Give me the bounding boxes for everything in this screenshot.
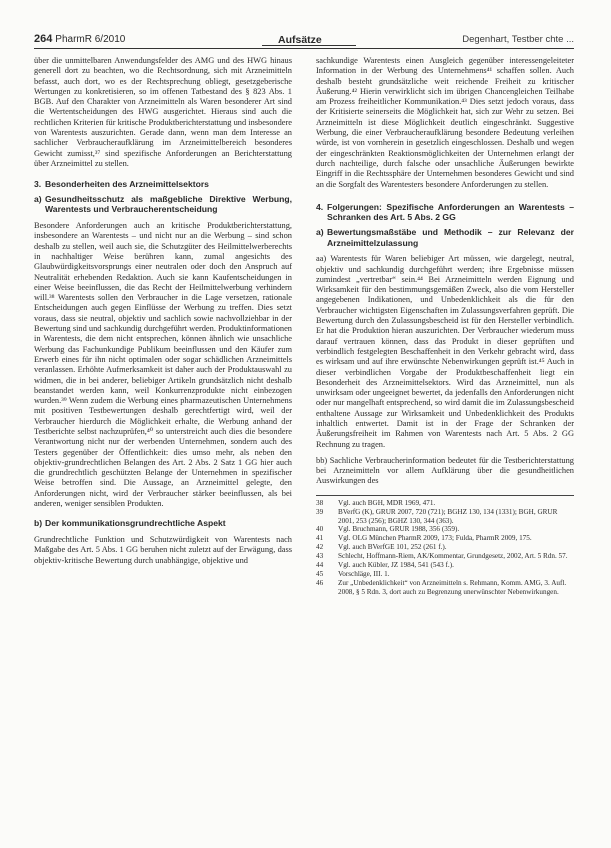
subsection-number: b) [34,518,43,529]
paragraph: über die unmittelbaren Anwendungsfelder des AMG und des HWG hinaus generell dort zu beachten, wo die Rechtsordnung, sich mit Arzneimitteln befasst, auch dort, wo es der Rechtsprechung obliegt, gesetzgeberische Wertungen zu konkretisieren, so im offenen Tatbestand des § 823 Abs. 1 BGB. Auf den Charakter von Arzneimitteln als Waren besonderer Art sind die Wertentscheidungen des HWG ausgerichtet. Hieraus sind auch die rechtlichen Kriterien für kritische Produktberichterstattung und insbesondere von Warentests auszurichten. Gerade dann, wenn man dem Interesse an sachlicher Verbraucheraufklärung im Arzneimittelbereich besonderes Gewicht zumisst,³⁷ sind spezifische Anforderungen an Berichterstattung über Arzneimittel zu stellen. [34,56,292,168]
paragraph: aa) Warentests für Waren beliebiger Art müssen, wie dargelegt, neutral, objektiv und sachkundig durchgeführt werden; ihre Ergebnisse müssen zumindest „vertretbar“ sein.⁴⁴ Bei Arzneimitteln werden Eignung und Wirksamkeit für den bestimmungsgemäßen Zweck, also die vom Hersteller angegebenen Indikationen, und Unbedenklichkeit als die für den Verbraucher wichtigsten Eigenschaften im Zulassungsverfahren geprüft. Die Bewertung durch den Zulassungsbescheid ist für den Hersteller verbindlich. Er hat die Produktion hieran auszurichten. Der Verbraucher wiederum muss darauf vertrauen können, dass das Produkt in dieser geprüften und verbindlich festgelegten Beschaffenheit in den Verkehr gebracht wird, dass es wirksam und auf ihre erwünschte Nebenwirkungen geprüft ist.⁴⁵ Auch in dieser verbindlichen Vorgabe der Produktbeschaffenheit liegt ein Besonderheit des Arzneimittelsektors. Wird das Arzneimittel, nun als unwirksam oder ungeeignet bewertet, da jedenfalls den Anforderungen nicht oder nur mangelhaft entsprechend, so wird damit die im Zulassungsbescheid enthaltene Aussage zur Wirksamkeit und Unbedenklichkeit des Produkts inhaltlich entwertet. Damit ist in der Frage der Schranken der Äußerungsfreiheit im Rahmen von Warentests nach Art. 5 Abs. 2 GG Rechnung zu tragen. [316,254,574,449]
section-number: 3. [34,179,42,190]
paragraph: bb) Sachliche Verbraucherinformation bedeutet für die Testberichterstattung bei Arzneimitteln vor allem Aufklärung über die gesundheitlichen Auswirkungen des [316,455,574,486]
subsection-heading-text: Bewertungsmaßstäbe und Methodik – zur Relevanz der Arzneimittelzulassung [327,227,574,248]
footnote-number: 45 [316,570,324,579]
section-heading-text: Besonderheiten des Arzneimittelsektors [45,179,209,190]
footnote-text: Vgl. auch BVerfGE 101, 252 (261 f.). [338,543,447,552]
footnote [316,570,574,579]
footnote-text: Zur „Unbedenklichkeit“ von Arzneimitteln s. Rehmann, Komm. AMG, 3. Aufl. 2008, § 5 Rdn. 3, dort auch zu Begrenzung unerwünschter Nebenwirkungen. [338,578,567,596]
footnote-text: Vgl. OLG München PharmR 2009, 173; Fulda, PharmR 2009, 175. [338,534,532,543]
paragraph: Grundrechtliche Funktion und Schutzwürdigkeit von Warentests nach Maßgabe des Art. 5 Abs. 1 GG beruhen nicht zuletzt auf der Erwägung, dass objektiv-kritische Bewertung durch unabhängige, objektive und [34,534,292,565]
right-column [316,56,574,597]
subsection-heading [34,518,292,529]
footnote-number: 41 [316,534,324,543]
subsection-heading [316,227,574,248]
footnote-text: Vgl. auch BGH, MDR 1969, 471. [338,498,436,507]
footnote-text: BVerfG (K), GRUR 2007, 720 (721); BGHZ 130, 134 (1331); BGH, GRUR 2001, 253 (256); BGHZ 130, 344 (363). [338,507,558,525]
section-heading [316,202,574,223]
left-column [34,56,292,566]
footnote-text: Vgl. auch Kübler, JZ 1984, 541 (543 f.). [338,561,454,570]
subsection-heading-text: Der kommunikationsgrundrechtliche Aspekt [45,518,226,529]
subsection-heading [34,194,292,215]
header-author: Degenhart, Testber chte ... [462,34,574,45]
footnotes [316,499,574,597]
header-rule [34,48,574,49]
footnote [316,499,574,508]
footnote-number: 39 [316,507,324,516]
paragraph: sachkundige Warentests einen Ausgleich gegenüber interessengeleiteter Information in der Werbung des Unternehmens⁴¹ schaffen sollen. Auch deshalb besteht grundsätzliche weit reichende Freiheit zu kritischer Äußerung.⁴² Hierin verwirklicht sich im übrigen Chancengleichen Teilhabe am Prozess freiheitlicher Kommunikation.⁴³ Dies setzt jedoch voraus, dass der Kritisierte seinerseits die Möglichkeit hat, sich zur Wehr zu setzen. Bei Arzneimitteln ist diese Möglichkeit deutlich eingeschränkt. Suggestive Werbung, die einer Verbraucheraufklärung besondere Bedeutung verleihen würde, ist von vornherein in gesetzlich eingeschlossen. Deshalb und wegen der eingeschränkten Reaktionsmöglichkeiten der Unternehmen erlangt der durch nachteilige, durch falsche oder unsachliche Äußerungen bewirkte Eingriff in die Rechtssphäre der Unternehmen besonderes Gewicht und sind an die Sorgfalt des Warentesters besondere Anforderungen zu stellen. [316,56,574,189]
footnote [316,579,574,597]
footnote [316,552,574,561]
subsection-heading-text: Gesundheitsschutz als maßgebliche Direktive Werbung, Warentests und Verbraucherentscheidung [45,193,292,215]
footnote-text: Schlecht, Hoffmann-Riem, AK/Kommentar, Grundgesetz, 2002, Art. 5 Rdn. 57. [338,552,568,561]
footnote [316,534,574,543]
footnote-number: 38 [316,498,324,507]
header-left [34,32,125,47]
journal-name: PharmR 6/2010 [55,34,126,45]
footnote [316,525,574,534]
footnote-number: 43 [316,552,324,561]
footnote [316,543,574,552]
footnote-rule [316,495,574,496]
page [34,32,574,596]
page-number: 264 [34,33,53,45]
footnote [316,508,574,526]
footnote [316,561,574,570]
section-heading [34,179,292,190]
paragraph: Besondere Anforderungen auch an kritische Produktberichterstattung, insbesondere an Warentests – und nicht nur an die Werbung – sind schon deshalb zu stellen, weil auch sie, die Schutzgüter des Heilmittelwerberechts in nachhaltiger Weise berühren kann, zumal angesichts des Glaubwürdigkeitsvorsprungs einer neutralen oder doch den Anspruch auf Neutralität erhebenden Redaktion. Auch sie kann Kaufentscheidungen in einer Weise beeinflussen, die das Recht der Heilmittelwerbung verhindern will.³⁸ Warentests sollen den Verbraucher in die Lage versetzen, rationale Entscheidungen auch gegen Einflüsse der Werbung zu treffen. Dies setzt voraus, dass sie neutral, objektiv und sachlich sowie nachvollziehbar in der Bewertung sind und sachkundig durchgeführt werden. Produktinformationen in Warentests, die dem nicht entsprechen, können ähnlich wie unsachliche Werbung das Fachunkundige Publikum beeinflussen und den Käufer zum Erwerb eines für ihn nicht optimalen oder sogar schädlichen Arzneimittels veranlassen. Erhöhte Aufmerksamkeit ist daher auch der Produktauswahl zu widmen, die in bei anderer, beliebiger Artikeln grundsätzlich nicht deshalb beanstandet werden kann, weil Konkurrenzprodukte nicht einbezogen wurden.³⁹ Wenn zudem die Werbung eines pharmazeutischen Unternehmens mit positiven Testbewertungen deshalb gerechtfertigt wird, weil der Verbraucher hierdurch die Möglichkeit erhalte, die Werbung anhand der Testberichte selbst nachzuprüfen,⁴⁰ so unterstreicht auch dies die besondere Verantwortung nicht nur der werbenden Unternehmen, sondern auch des Testers gegenüber der Öffentlichkeit: dies umso mehr, als neben den objektiv-grundrechtlichen Belangen des Art. 2 Abs. 2 Satz 1 GG hier auch die grundrechtlich geschützten Belange der Unternehmen in spezifischer Weise betroffen sind. Die Aussage, an Arzneimittel gelegte, den Anforderungen nicht, wird der Verbraucher stärker beeinflussen, als bei anderen, weniger sensiblen Produkten. [34,221,292,509]
footnote-number: 42 [316,543,324,552]
subsection-number: a) [34,193,42,204]
section-number: 4. [316,201,324,212]
footnote-text: Vorschläge, III. 1. [338,570,390,579]
footnote-number: 40 [316,525,324,534]
subsection-number: a) [316,227,324,238]
section-heading-text: Folgerungen: Spezifische Anforderungen an Warentests – Schranken des Art. 5 Abs. 2 GG [327,201,574,223]
section-title: Aufsätze [278,34,322,46]
footnote-number: 44 [316,561,324,570]
running-header [34,32,574,46]
section-underline [262,45,356,46]
footnote-number: 46 [316,578,324,587]
footnote-text: Vgl. Bruchmann, GRUR 1988, 356 (359). [338,525,460,534]
